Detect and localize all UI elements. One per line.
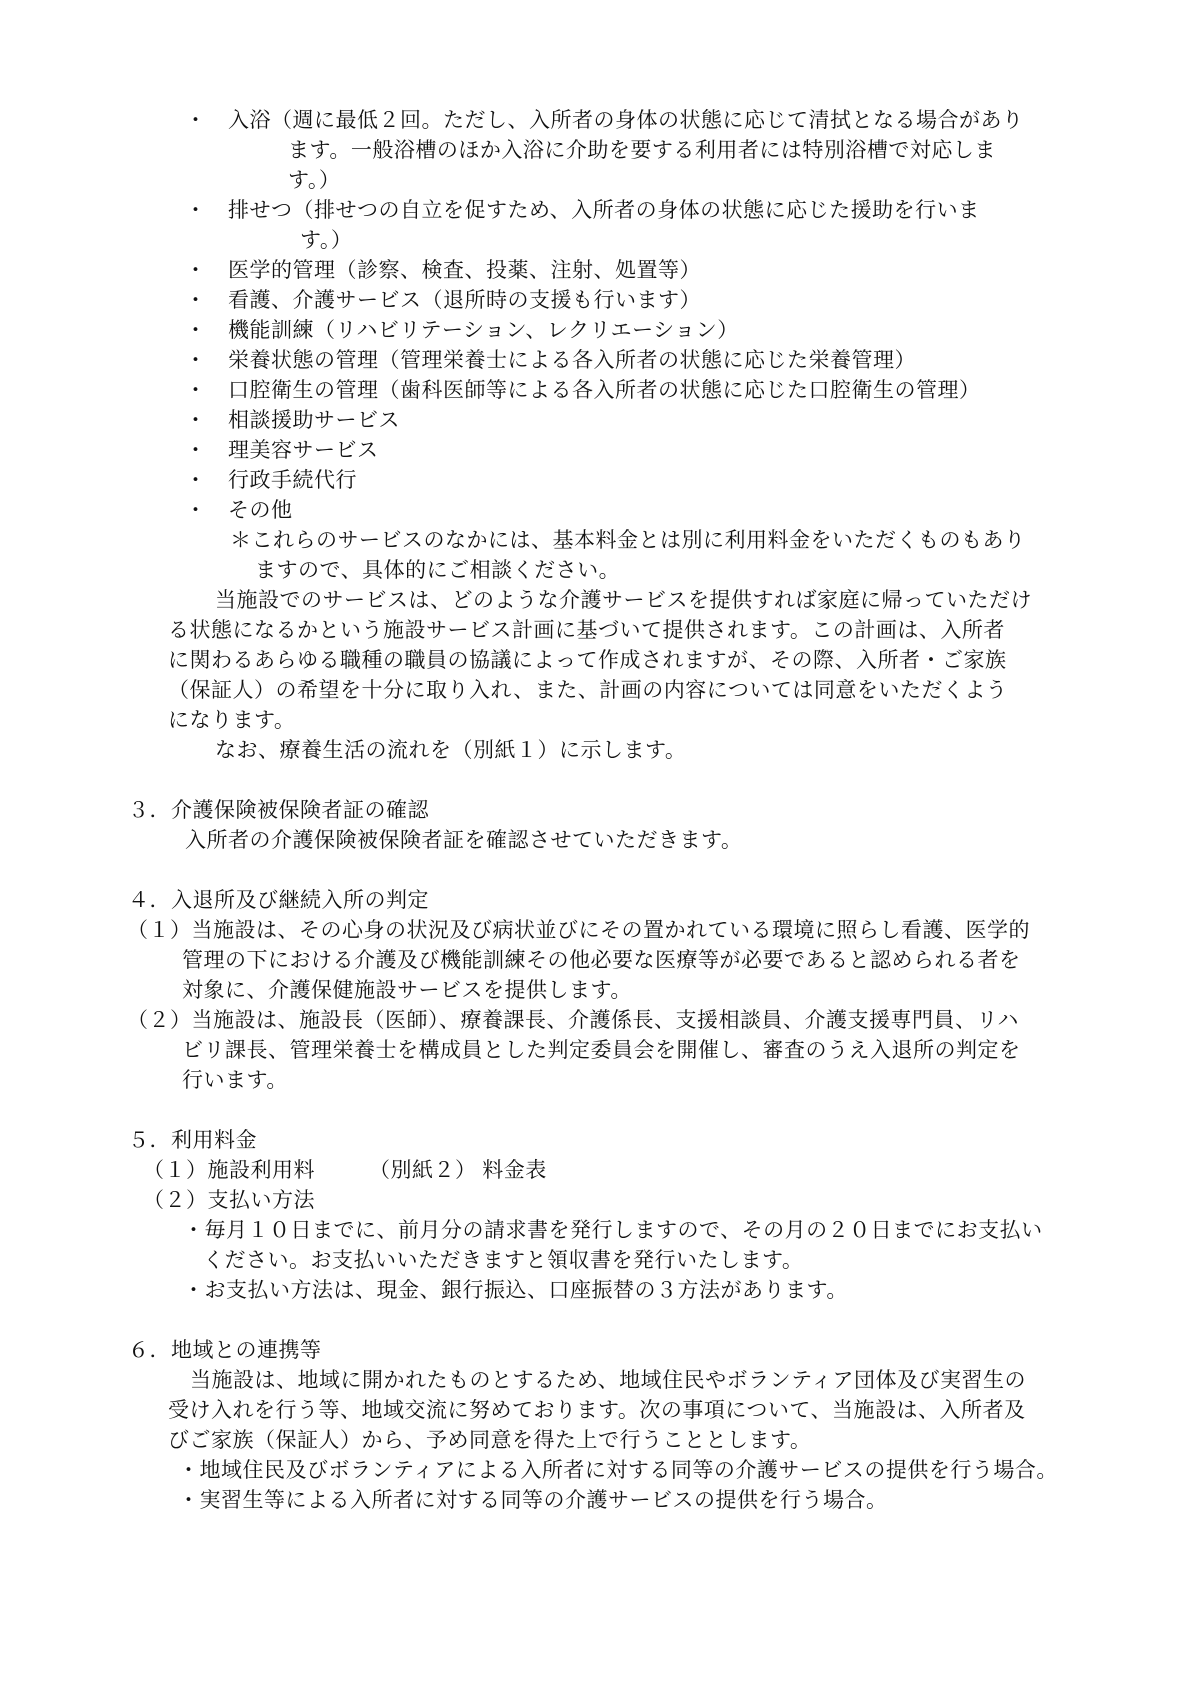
- text-line: （２）支払い方法: [143, 1188, 315, 1212]
- text-line: 当施設は、地域に開かれたものとするため、地域住民やボランティア団体及び実習生の: [190, 1368, 1026, 1392]
- text-line: なお、療養生活の流れを（別紙１）に示します。: [215, 738, 687, 762]
- text-line: ・ 入浴（週に最低２回。ただし、入所者の身体の状態に応じて清拭となる場合があり: [185, 108, 1024, 132]
- section-heading: ３．介護保険被保険者証の確認: [128, 798, 429, 822]
- text-line: ますので、具体的にご相談ください。: [255, 558, 621, 582]
- text-line: ・毎月１０日までに、前月分の請求書を発行しますので、その月の２０日までにお支払い: [183, 1218, 1043, 1242]
- text-line: びご家族（保証人）から、予め同意を得た上で行うこととします。: [168, 1428, 812, 1452]
- text-line: ・ 相談援助サービス: [185, 408, 400, 432]
- text-line: （１）当施設は、その心身の状況及び病状並びにその置かれている環境に照らし看護、医学的: [127, 918, 1030, 942]
- text-line: になります。: [168, 708, 296, 732]
- text-line: [0, 855, 1191, 885]
- text-line: 管理の下における介護及び機能訓練その他必要な医療等が必要であると認められる者を: [182, 948, 1021, 972]
- section-heading: ６．地域との連携等: [128, 1338, 322, 1362]
- text-line: ・ 排せつ（排せつの自立を促すため、入所者の身体の状態に応じた援助を行いま: [185, 198, 980, 222]
- section-heading: ５．利用料金: [128, 1128, 257, 1152]
- text-line: ・ 看護、介護サービス（退所時の支援も行います）: [185, 288, 701, 312]
- text-line: ・ 医学的管理（診察、検査、投薬、注射、処置等）: [185, 258, 701, 282]
- text-line: （２）当施設は、施設長（医師）、療養課長、介護係長、支援相談員、介護支援専門員、リハ: [127, 1008, 1019, 1032]
- text-line: 対象に、介護保健施設サービスを提供します。: [182, 978, 632, 1002]
- text-line: ・ 栄養状態の管理（管理栄養士による各入所者の状態に応じた栄養管理）: [185, 348, 916, 372]
- text-line: ・ 行政手続代行: [185, 468, 357, 492]
- text-line: [0, 765, 1191, 795]
- text-line: （１）施設利用料 （別紙２） 料金表: [143, 1158, 547, 1182]
- text-line: 入所者の介護保険被保険者証を確認させていただきます。: [185, 828, 743, 852]
- text-line: す。）: [288, 168, 341, 192]
- text-line: 行います。: [182, 1068, 288, 1092]
- text-line: る状態になるかという施設サービス計画に基づいて提供されます。この計画は、入所者: [168, 618, 1005, 642]
- text-line: （保証人）の希望を十分に取り入れ、また、計画の内容については同意をいただくよう: [168, 678, 1008, 702]
- text-line: 当施設でのサービスは、どのような介護サービスを提供すれば家庭に帰っていただけ: [215, 588, 1032, 612]
- text-line: ・地域住民及びボランティアによる入所者に対する同等の介護サービスの提供を行う場合。: [178, 1458, 1058, 1482]
- text-line: ・ 理美容サービス: [185, 438, 379, 462]
- text-line: ・ 口腔衛生の管理（歯科医師等による各入所者の状態に応じた口腔衛生の管理）: [185, 378, 981, 402]
- text-line: ・ 機能訓練（リハビリテーション、レクリエーション）: [185, 318, 739, 342]
- text-line: ・お支払い方法は、現金、銀行振込、口座振替の３方法があります。: [183, 1278, 848, 1302]
- text-line: す。）: [300, 228, 353, 252]
- text-line: ＊これらのサービスのなかには、基本料金とは別に利用料金をいただくものもあり: [230, 528, 1026, 552]
- text-line: ビリ課長、管理栄養士を構成員とした判定委員会を開催し、審査のうえ入退所の判定を: [182, 1038, 1021, 1062]
- text-line: [0, 1095, 1191, 1125]
- text-line: ・実習生等による入所者に対する同等の介護サービスの提供を行う場合。: [178, 1488, 888, 1512]
- text-line: [0, 1305, 1191, 1335]
- text-line: ・ その他: [185, 498, 293, 522]
- text-line: ます。一般浴槽のほか入浴に介助を要する利用者には特別浴槽で対応しま: [288, 138, 996, 162]
- text-line: に関わるあらゆる職種の職員の協議によって作成されますが、その際、入所者・ご家族: [168, 648, 1007, 672]
- text-line: ください。お支払いいただきますと領収書を発行いたします。: [203, 1248, 804, 1272]
- text-line: 受け入れを行う等、地域交流に努めております。次の事項について、当施設は、入所者及: [168, 1398, 1026, 1422]
- section-heading: ４．入退所及び継続入所の判定: [128, 888, 429, 912]
